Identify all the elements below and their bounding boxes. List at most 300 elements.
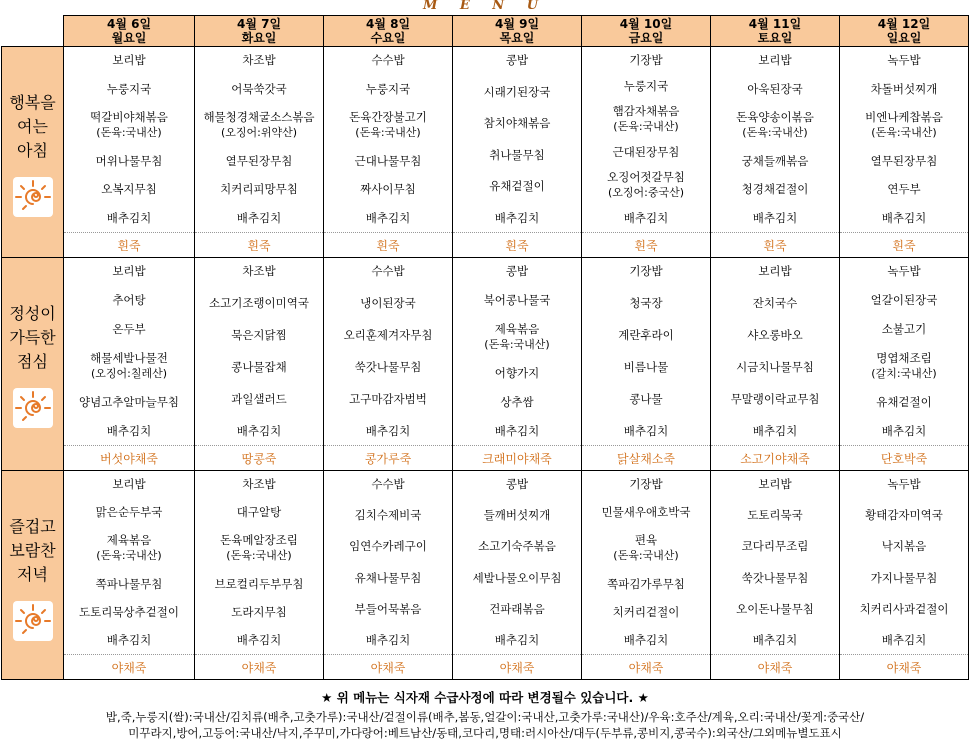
menu-item: 김치수제비국: [354, 508, 422, 523]
day-header-1: [195, 16, 324, 47]
menu-item: 녹두밥: [887, 477, 921, 491]
menu-item-group: [64, 424, 194, 439]
menu-item-group: [582, 211, 710, 226]
porridge-cell: 버섯야채죽: [64, 446, 195, 471]
menu-item: 차조밥: [242, 53, 276, 67]
menu-item: 배추김치: [623, 210, 669, 225]
menu-item-group: [840, 395, 968, 410]
menu-item: 잔치국수: [752, 296, 798, 310]
menu-item: 햄감자채볶음: [612, 104, 680, 119]
menu-cell: [195, 258, 324, 446]
menu-item-group: [582, 633, 710, 648]
menu-item-group: [324, 82, 452, 97]
menu-item-group: [324, 477, 452, 492]
menu-item-group: [195, 211, 323, 226]
menu-item: 청경채겉절이: [741, 182, 809, 197]
menu-item-group: [840, 293, 968, 308]
day-header-5: [711, 16, 840, 47]
menu-item: 보리밥: [112, 477, 146, 491]
menu-item: 배추김치: [106, 210, 152, 225]
menu-item-group: [324, 182, 452, 197]
menu-item-group: [840, 508, 968, 523]
menu-item: 연두부: [887, 182, 921, 197]
menu-item: 배추김치: [236, 632, 282, 647]
menu-item: 열무된장무침: [870, 153, 938, 168]
porridge-cell: 야채죽: [453, 655, 582, 680]
menu-item-group: [711, 182, 839, 197]
menu-item-group: [64, 82, 194, 97]
menu-item-group: [582, 104, 710, 134]
day-header-3: [453, 16, 582, 47]
menu-item: 수수밥: [371, 477, 405, 491]
menu-cell: [582, 471, 711, 655]
menu-item-group: [453, 85, 581, 100]
origin-note: (돈육:국내산): [613, 549, 679, 563]
menu-item: 근대된장무침: [612, 144, 680, 159]
day-header-0: [64, 16, 195, 47]
day-weekday: 화요일: [241, 31, 277, 45]
menu-item-group: [840, 351, 968, 381]
menu-item: 제육볶음: [106, 533, 152, 548]
menu-item-group: [324, 360, 452, 375]
menu-item-group: [64, 351, 194, 381]
menu-item-group: [711, 633, 839, 648]
menu-item: 배추김치: [106, 424, 152, 438]
menu-item-group: [711, 477, 839, 492]
menu-item-group: [840, 571, 968, 586]
menu-item: 브로컬리두부무침: [214, 576, 304, 591]
menu-item-group: [64, 577, 194, 592]
menu-item: 양념고추알마늘무침: [79, 395, 179, 409]
meal-name: [2, 515, 63, 587]
menu-item-group: [711, 539, 839, 554]
day-header-row: [2, 16, 969, 47]
day-header-4: [582, 16, 711, 47]
menu-item: 과일샐러드: [231, 392, 287, 406]
menu-item: 청국장: [629, 296, 663, 310]
menu-item-group: [582, 577, 710, 592]
menu-item: 도토리묵국: [747, 508, 803, 523]
menu-item-group: [453, 602, 581, 617]
menu-item: 배추김치: [106, 632, 152, 647]
day-date: 4월 7일: [236, 17, 282, 31]
menu-item-group: [840, 602, 968, 617]
menu-item-group: [324, 328, 452, 343]
meal-name-line: 여는: [17, 117, 48, 136]
origin-note: (돈육:국내산): [484, 338, 550, 351]
menu-item-group: [840, 82, 968, 97]
menu-item-group: [453, 395, 581, 410]
menu-item-group: [195, 264, 323, 279]
menu-item-group: [582, 145, 710, 160]
menu-item: 열무된장무침: [225, 153, 293, 168]
day-date: 4월 12일: [877, 17, 931, 31]
menu-item-group: [453, 539, 581, 554]
menu-item-group: [64, 110, 194, 140]
change-notice: ★ 위 메뉴는 식자재 수급사정에 따라 변경될수 있습니다. ★: [321, 690, 649, 705]
menu-item-group: [195, 633, 323, 648]
menu-item: 배추김치: [236, 424, 282, 438]
meal-name-line: 가득한: [9, 328, 56, 347]
meal-name-line: 보람찬: [9, 541, 56, 560]
menu-cell: [64, 471, 195, 655]
menu-item: 코다리무조림: [741, 539, 809, 554]
menu-item: 부들어묵볶음: [354, 601, 422, 616]
porridge-cell: 야채죽: [711, 655, 840, 680]
menu-item: 유채겉절이: [876, 395, 932, 409]
menu-item-group: [840, 182, 968, 197]
porridge-cell: 흰죽: [840, 233, 969, 258]
porridge-cell: 흰죽: [711, 233, 840, 258]
menu-item: 차조밥: [242, 477, 276, 491]
sun-spiral-icon: [13, 177, 53, 217]
menu-item-group: [64, 395, 194, 410]
menu-item: 녹두밥: [887, 264, 921, 278]
porridge-cell: 흰죽: [582, 233, 711, 258]
menu-item-group: [324, 53, 452, 68]
day-weekday: 수요일: [370, 31, 406, 45]
menu-item: 비엔나케찹볶음: [865, 110, 943, 125]
menu-item: 아욱된장국: [747, 81, 803, 96]
porridge-cell: 크래미야채죽: [453, 446, 582, 471]
menu-item: 북어콩나물국: [483, 293, 551, 307]
corner-cell: [2, 16, 64, 47]
menu-item: 배추김치: [881, 210, 927, 225]
menu-item-group: [453, 477, 581, 492]
menu-item-group: [324, 264, 452, 279]
meal-row: [2, 471, 969, 655]
weekly-menu-table: [1, 15, 969, 680]
day-date: 4월 11일: [748, 17, 802, 31]
menu-cell: [324, 471, 453, 655]
menu-item: 해물세발나물전: [90, 351, 168, 365]
menu-item: 상추쌈: [500, 395, 534, 409]
origin-note: (돈육:국내산): [613, 120, 679, 134]
menu-item-group: [711, 110, 839, 140]
menu-cell: [324, 258, 453, 446]
menu-item: 배추김치: [881, 632, 927, 647]
menu-item-group: [840, 110, 968, 140]
menu-item-group: [453, 424, 581, 439]
menu-item-group: [324, 392, 452, 407]
menu-item: 배추김치: [365, 210, 411, 225]
sun-spiral-icon: [13, 601, 53, 641]
menu-item: 누룽지국: [365, 81, 411, 96]
menu-item: 소고기조랭이미역국: [209, 296, 309, 310]
menu-item-group: [453, 148, 581, 163]
menu-cell: [840, 471, 969, 655]
menu-item-group: [195, 477, 323, 492]
menu-item: 콩나물잡채: [231, 360, 287, 374]
menu-item: 돈육간장불고기: [349, 110, 427, 125]
porridge-cell: 야채죽: [64, 655, 195, 680]
menu-item-group: [64, 182, 194, 197]
menu-item: 배추김치: [752, 632, 798, 647]
menu-cell: [64, 258, 195, 446]
menu-item-group: [582, 170, 710, 200]
menu-item-group: [711, 424, 839, 439]
meal-label-cell: [2, 47, 64, 258]
menu-item: 제육볶음: [494, 322, 540, 336]
menu-item: 도토리묵상추겉절이: [79, 604, 179, 619]
menu-item-group: [453, 322, 581, 352]
menu-item-group: [195, 154, 323, 169]
menu-item-group: [453, 179, 581, 194]
menu-item: 명엽채조림: [876, 351, 932, 365]
menu-item-group: [711, 392, 839, 407]
menu-item: 참치야채볶음: [483, 116, 551, 131]
menu-item-group: [195, 392, 323, 407]
menu-item: 소불고기: [881, 322, 927, 336]
menu-cell: [453, 258, 582, 446]
day-weekday: 월요일: [111, 31, 147, 45]
menu-item: 차조밥: [242, 264, 276, 278]
menu-cell: [711, 47, 840, 233]
menu-item-group: [324, 539, 452, 554]
porridge-cell: 야채죽: [324, 655, 453, 680]
menu-item: 떡갈비야채볶음: [90, 110, 168, 125]
menu-item-group: [711, 264, 839, 279]
origin-note: (돈육:국내산): [742, 126, 808, 140]
menu-item: 보리밥: [758, 477, 792, 491]
menu-item: 콩밥: [505, 264, 529, 278]
origin-note: (돈육:국내산): [355, 126, 421, 140]
menu-item-group: [195, 424, 323, 439]
origin-note: (돈육:국내산): [226, 549, 292, 563]
menu-item-group: [582, 53, 710, 68]
menu-item: 시래기된장국: [483, 84, 551, 99]
menu-item-group: [195, 605, 323, 620]
menu-item: 민물새우애호박국: [601, 505, 691, 520]
menu-item: 유채나물무침: [354, 570, 422, 585]
origin-note: (갈치:국내산): [871, 367, 937, 380]
menu-item: 차돌버섯찌개: [870, 81, 938, 96]
menu-item: 누룽지국: [623, 78, 669, 93]
menu-item-group: [195, 82, 323, 97]
meal-name-line: 점심: [17, 352, 48, 371]
menu-item-group: [711, 211, 839, 226]
porridge-cell: 소고기야채죽: [711, 446, 840, 471]
menu-title: M E N U: [422, 0, 548, 13]
menu-item-group: [324, 211, 452, 226]
menu-item-group: [453, 508, 581, 523]
menu-item-group: [64, 211, 194, 226]
menu-item-group: [582, 264, 710, 279]
menu-item: 추어탕: [112, 293, 146, 307]
menu-item-group: [195, 53, 323, 68]
porridge-row: [2, 233, 969, 258]
menu-item-group: [324, 154, 452, 169]
menu-item: 배추김치: [752, 210, 798, 225]
porridge-cell: 닭살채소죽: [582, 446, 711, 471]
menu-item-group: [840, 211, 968, 226]
origin-line-1: 밥,죽,누룽지(쌀):국내산/김치류(배추,고춧가루):국내산/겉절이류(배추,봄동,얼갈이:국내산,고춧가루:국내산)/우육:호주산/계육,오리:국내산/꽃게:중국산/: [105, 710, 865, 724]
menu-item-group: [195, 533, 323, 563]
menu-item-group: [840, 633, 968, 648]
porridge-cell: 흰죽: [64, 233, 195, 258]
menu-item: 배추김치: [623, 632, 669, 647]
menu-item-group: [64, 322, 194, 337]
menu-item-group: [840, 424, 968, 439]
menu-item: 들깨버섯찌개: [483, 508, 551, 523]
menu-item: 오이돈나물무침: [736, 601, 814, 616]
menu-cell: [64, 47, 195, 233]
menu-item-group: [711, 508, 839, 523]
menu-item: 무말랭이락교무침: [730, 392, 820, 406]
menu-item: 세발나물오이무침: [472, 570, 562, 585]
origin-note: (오징어:중국산): [607, 186, 685, 200]
sun-spiral-icon: [13, 388, 53, 428]
meal-name: [2, 302, 63, 374]
day-header-6: [840, 16, 969, 47]
menu-item-group: [582, 328, 710, 343]
menu-item: 시금치나물무침: [736, 360, 814, 374]
menu-item-group: [840, 539, 968, 554]
menu-item: 치커리피망무침: [220, 182, 298, 197]
menu-item: 황태감자미역국: [865, 508, 943, 523]
origin-note: (오징어:위약산): [220, 126, 298, 140]
menu-item: 기장밥: [629, 53, 663, 67]
menu-item-group: [195, 577, 323, 592]
porridge-cell: 야채죽: [195, 655, 324, 680]
menu-item-group: [195, 328, 323, 343]
menu-item-group: [453, 53, 581, 68]
menu-item: 기장밥: [629, 477, 663, 491]
menu-item-group: [711, 602, 839, 617]
menu-item-group: [582, 477, 710, 492]
origin-note: (돈육:국내산): [871, 126, 937, 140]
menu-item-group: [64, 605, 194, 620]
menu-cell: [582, 258, 711, 446]
menu-item-group: [711, 328, 839, 343]
menu-item-group: [840, 53, 968, 68]
menu-item: 해물청경채굴소스볶음: [203, 110, 315, 125]
menu-item: 도라지무침: [231, 604, 287, 619]
menu-item-group: [711, 296, 839, 311]
porridge-cell: 땅콩죽: [195, 446, 324, 471]
origin-note: (오징어:칠레산): [90, 367, 168, 380]
menu-item-group: [840, 477, 968, 492]
meal-label-cell: [2, 471, 64, 680]
menu-item: 콩밥: [505, 477, 529, 491]
menu-item-group: [453, 571, 581, 586]
menu-item: 임연수카레구이: [349, 539, 427, 554]
menu-item: 치커리겉절이: [612, 604, 680, 619]
menu-item: 누룽지국: [106, 81, 152, 96]
menu-item: 콩밥: [505, 53, 529, 67]
menu-item: 쑥갓나물무침: [741, 570, 809, 585]
menu-item-group: [840, 154, 968, 169]
menu-item-group: [840, 322, 968, 337]
day-date: 4월 6일: [106, 17, 152, 31]
menu-item-group: [840, 264, 968, 279]
menu-item: 보리밥: [112, 53, 146, 67]
porridge-cell: 흰죽: [195, 233, 324, 258]
origin-line-2: 미꾸라지,방어,고등어:국내산/낙지,주꾸미,가다랑어:베트남산/동태,코다리,명태:러시아산/대두(두부류,콩비지,콩국수):외국산/그외메뉴별도표시: [128, 726, 842, 740]
menu-item-group: [711, 154, 839, 169]
menu-item-group: [324, 110, 452, 140]
meal-name-line: 행복을: [9, 93, 56, 112]
meal-name-line: 저녁: [17, 565, 48, 584]
menu-item: 돈육메알장조림: [220, 533, 298, 548]
menu-cell: [582, 47, 711, 233]
porridge-cell: 단호박죽: [840, 446, 969, 471]
menu-item: 기장밥: [629, 264, 663, 278]
origin-note: (돈육:국내산): [96, 549, 162, 563]
menu-item: 치커리사과겉절이: [859, 601, 949, 616]
menu-item-group: [195, 110, 323, 140]
porridge-row: [2, 446, 969, 471]
day-date: 4월 8일: [365, 17, 411, 31]
menu-item-group: [324, 602, 452, 617]
menu-item-group: [582, 505, 710, 520]
menu-item-group: [324, 508, 452, 523]
menu-item: 얼갈이된장국: [870, 293, 938, 307]
day-date: 4월 9일: [494, 17, 540, 31]
menu-item-group: [64, 533, 194, 563]
menu-item: 궁채들깨볶음: [741, 153, 809, 168]
menu-item: 온두부: [112, 322, 146, 336]
menu-item: 묵은지닭찜: [231, 328, 287, 342]
menu-item: 배추김치: [881, 424, 927, 438]
menu-item: 콩나물: [629, 392, 663, 406]
menu-item-group: [453, 366, 581, 381]
menu-item-group: [324, 571, 452, 586]
menu-cell: [453, 471, 582, 655]
menu-item-group: [711, 53, 839, 68]
menu-item: 계란후라이: [618, 328, 674, 342]
menu-item-group: [453, 211, 581, 226]
menu-item: 배추김치: [494, 632, 540, 647]
menu-item: 보리밥: [758, 53, 792, 67]
meal-name: [2, 91, 63, 163]
menu-item: 건파래볶음: [489, 601, 545, 616]
menu-item: 배추김치: [365, 424, 411, 438]
day-weekday: 금요일: [628, 31, 664, 45]
menu-cell: [195, 471, 324, 655]
menu-cell: [324, 47, 453, 233]
menu-item-group: [453, 293, 581, 308]
menu-item-group: [324, 424, 452, 439]
menu-item: 근대나물무침: [354, 153, 422, 168]
menu-item: 고구마감자범벅: [349, 392, 427, 406]
menu-item: 오징어젓갈무침: [607, 170, 685, 185]
meal-name-line: 아침: [17, 141, 48, 160]
porridge-row: [2, 655, 969, 680]
menu-item-group: [711, 571, 839, 586]
menu-item: 배추김치: [494, 424, 540, 438]
porridge-cell: 콩가루죽: [324, 446, 453, 471]
menu-item: 머위나물무침: [95, 153, 163, 168]
origin-note: (돈육:국내산): [96, 126, 162, 140]
menu-item: 오복지무침: [101, 182, 157, 197]
menu-item: 어묵쑥갓국: [231, 81, 287, 96]
menu-item: 낙지볶음: [881, 539, 927, 554]
menu-item: 유채겉절이: [489, 179, 545, 194]
menu-item-group: [582, 605, 710, 620]
menu-item-group: [64, 505, 194, 520]
menu-item: 보리밥: [758, 264, 792, 278]
menu-cell: [840, 258, 969, 446]
menu-item-group: [64, 293, 194, 308]
menu-item-group: [195, 296, 323, 311]
menu-item-group: [711, 82, 839, 97]
menu-item-group: [453, 633, 581, 648]
menu-item-group: [324, 633, 452, 648]
menu-item: 대구알탕: [236, 505, 282, 520]
menu-item-group: [195, 182, 323, 197]
menu-item-group: [582, 360, 710, 375]
